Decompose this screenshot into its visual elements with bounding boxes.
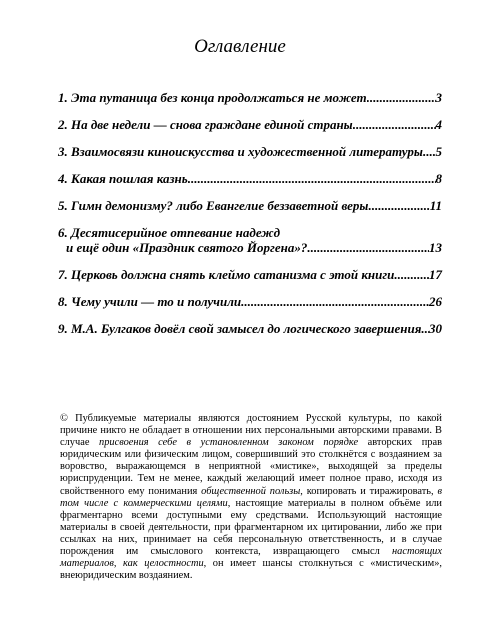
toc-entry[interactable] [58,198,442,213]
toc-entry-title: 2. На две недели — снова граждане единой страны [58,117,353,132]
toc-entry-title: 4. Какая пошлая казнь [58,171,188,186]
toc-entry-number: 4. [58,171,68,186]
page-title: Оглавление [194,36,286,57]
toc-page-number: 26 [429,294,442,309]
toc-entry[interactable] [58,294,442,309]
toc-entry[interactable] [58,171,442,186]
toc-entry-number: 3. [58,144,68,159]
toc-entry-title: 6. Десятисерийное отпевание надежд и ещё один «Праздник святого Йоргена»? [58,225,308,255]
toc-entry-number: 5. [58,198,68,213]
toc-entry-title: 3. Взаимосвязи киноискусства и художественной литературы [58,144,423,159]
toc-entry-title: 5. Гимн демонизму? либо Евангелие беззаветной веры [58,198,369,213]
copyright-notice: © Публикуемые материалы являются достоянием Русской культуры, по какой причине никто не обладает в отношении них персональными авторскими правами. В случае присвоения себе в установленном законом порядке авторских прав юридическим или физическим лицом, совершивший это столкнётся с воздаянием за воровство, выражающемся в неприятной «мистике», выходящей за пределы юриспруденции. Тем не менее, каждый желающий имеет полное право, исходя из свойственного ему понимания общественной пользы, копировать и тиражировать, в том числе с коммерческими целями, настоящие материалы в полном объёме или фрагментарно всеми доступными ему средствами. Использующий настоящие материалы в своей деятельности, при фрагментарном их цитировании, либо же при ссылках на них, принимает на себя персональную ответственность, и в случае порождения им смыслового контекста, извращающего смысл настоящих материалов, как целостности, он имеет шансы столкнуться с «мистическим», внеюридическим воздаянием. [60,413,443,582]
toc-page-number: 30 [429,321,442,336]
toc-dot-leader [394,267,429,282]
toc-entry-title: 9. М.А. Булгаков довёл свой замысел до логического завершения [58,321,422,336]
toc-entry-number: 8. [58,294,68,309]
toc-entry[interactable] [58,225,442,255]
toc-entry-number: 9. [58,321,68,336]
toc-entry[interactable] [58,144,442,159]
toc-entry-number: 6. [58,225,68,240]
toc-entry-title: 1. Эта путаница без конца продолжаться не может [58,90,367,105]
toc-entry[interactable] [58,267,442,282]
toc-page-number: 4 [435,117,442,132]
toc-entry-number: 2. [58,117,68,132]
toc-entry[interactable] [58,90,442,105]
toc-page-number: 13 [429,240,442,255]
toc-dot-leader [423,144,436,159]
toc-entry-title: 8. Чему учили — то и получили. [58,294,245,309]
toc-entry-number: 1. [58,90,68,105]
toc-entry-number: 7. [58,267,68,282]
toc-dot-leader [353,117,436,132]
toc-page-number: 8 [435,171,442,186]
toc-dot-leader [367,90,436,105]
toc-dot-leader [307,240,429,255]
toc-dot-leader [368,198,429,213]
toc-entry-title: 7. Церковь должна снять клеймо сатанизма с этой книги [58,267,395,282]
toc-dot-leader [188,171,436,186]
toc-page-number: 3 [435,90,442,105]
toc-page-number: 17 [429,267,442,282]
toc-dot-leader [421,321,429,336]
toc-page-number: 5 [435,144,442,159]
toc-dot-leader [244,294,429,309]
table-of-contents [58,90,442,348]
toc-page-number: 11 [429,198,442,213]
toc-entry[interactable] [58,117,442,132]
toc-entry[interactable] [58,321,442,336]
